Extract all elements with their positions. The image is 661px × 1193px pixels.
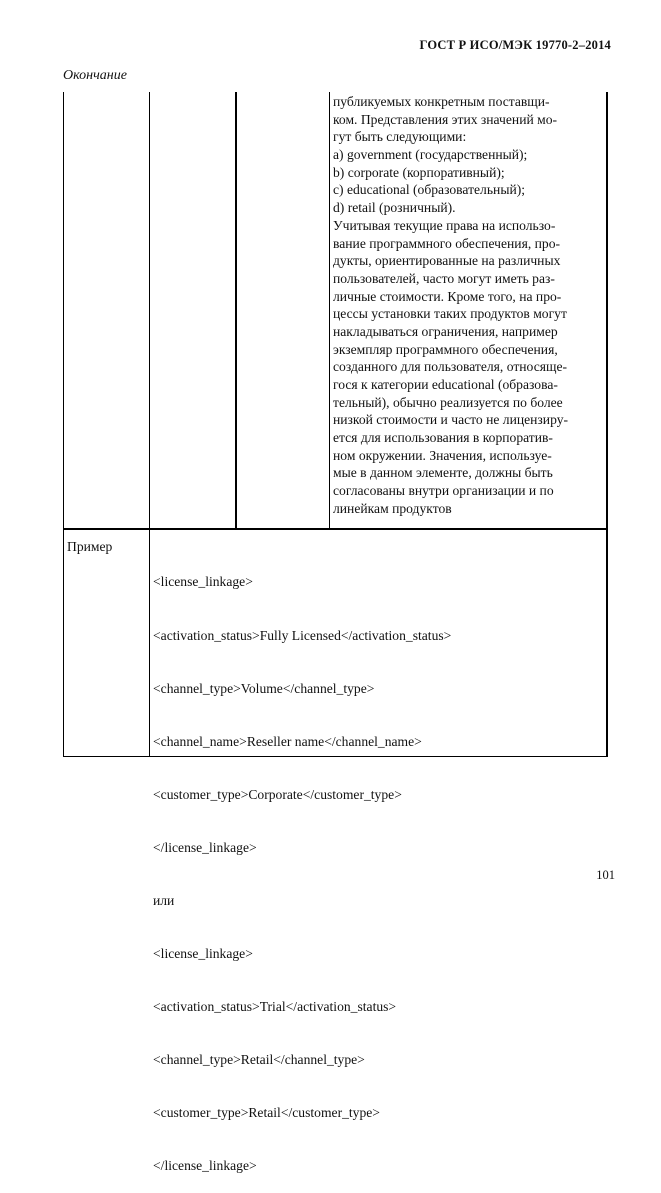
example-label: Пример <box>67 539 113 554</box>
description-line: низкой стоимости и часто не лицензиру- <box>333 412 569 428</box>
table-border-right <box>606 92 608 757</box>
table-border-left <box>63 92 64 757</box>
description-line: Учитывая текущие права на использо- <box>333 217 556 233</box>
description-line: гося к категории educational (образова- <box>333 377 558 392</box>
description-line: мые в данном элементе, должны быть <box>333 465 553 481</box>
example-line: </license_linkage> <box>153 1158 257 1174</box>
description-line: вание программного обеспечения, про- <box>333 235 561 251</box>
example-line: <license_linkage> <box>153 574 253 590</box>
description-line: a) government (государственный); <box>333 147 528 163</box>
example-line: <channel_type>Volume</channel_type> <box>153 680 375 696</box>
page-header: ГОСТ Р ИСО/МЭК 19770-2–2014 <box>419 38 611 52</box>
description-line: созданного для пользователя, относяще- <box>333 359 568 375</box>
example-line: <channel_name>Reseller name</channel_name> <box>153 733 422 749</box>
description-line: b) corporate (корпоративный); <box>333 164 505 180</box>
example-cell <box>153 538 451 1193</box>
description-line: накладываться ограничения, например <box>333 323 558 339</box>
description-line: ется для использования в корпоратив- <box>333 430 553 446</box>
description-line: c) educational (образовательный); <box>333 182 526 198</box>
example-line: или <box>153 892 175 908</box>
description-line: гут быть следующими: <box>333 129 467 145</box>
example-line: <activation_status>Fully Licensed</activation_status> <box>153 627 452 643</box>
description-line: согласованы внутри организации и по <box>333 483 554 499</box>
description-line: дукты, ориентированные на различных <box>333 253 561 269</box>
table-divider-col2 <box>235 92 237 529</box>
description-line: тельный), обычно реализуется по более <box>333 394 563 410</box>
example-line: <license_linkage> <box>153 946 253 962</box>
description-line: пользователей, часто могут иметь раз- <box>333 270 555 286</box>
description-line: цессы установки таких продуктов могут <box>333 306 567 322</box>
description-line: экземпляр программного обеспечения, <box>333 341 558 357</box>
example-line: </license_linkage> <box>153 839 257 855</box>
description-line: личные стоимости. Кроме того, на про- <box>333 288 562 304</box>
example-line: <channel_type>Retail</channel_type> <box>153 1052 365 1068</box>
description-cell <box>333 93 605 518</box>
example-line: <customer_type>Corporate</customer_type> <box>153 786 402 802</box>
description-line: d) retail (розничный). <box>333 200 456 216</box>
table-divider-col3 <box>329 92 330 529</box>
continuation-label: Окончание <box>63 68 127 83</box>
description-line: линейкам продуктов <box>333 500 452 516</box>
example-line: <customer_type>Retail</customer_type> <box>153 1105 380 1121</box>
description-line: ном окружении. Значения, используе- <box>333 447 552 463</box>
table-row-divider <box>63 528 608 530</box>
description-line: публикуемых конкретным поставщи- <box>333 94 550 109</box>
example-line: <activation_status>Trial</activation_status> <box>153 999 397 1015</box>
table-divider-col1 <box>149 92 150 757</box>
description-line: ком. Представления этих значений мо- <box>333 111 558 127</box>
page-number: 101 <box>596 868 615 882</box>
